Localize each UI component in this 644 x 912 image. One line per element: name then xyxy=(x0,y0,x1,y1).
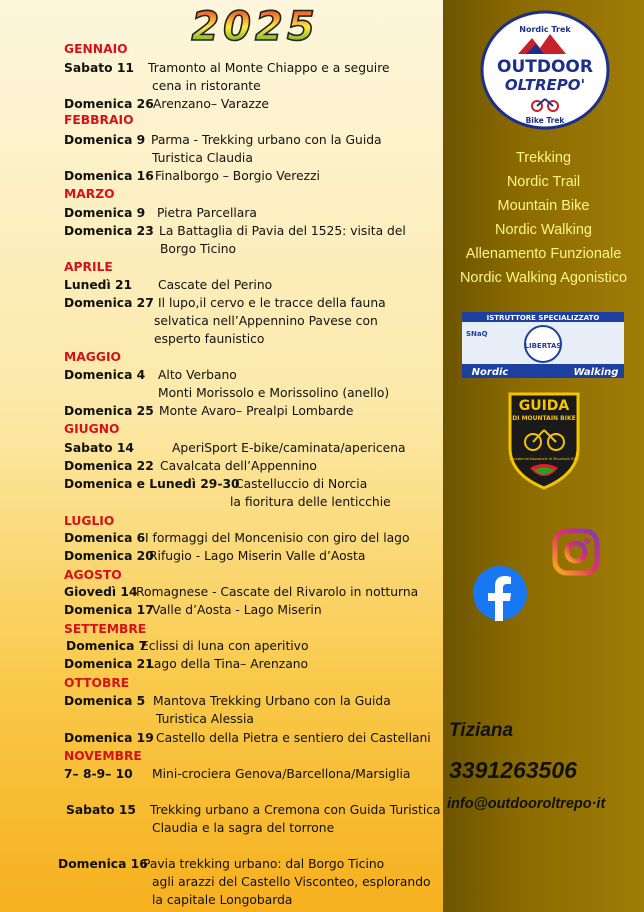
event-title: Castelluccio di Norcia xyxy=(235,477,368,491)
month-heading: MAGGIO xyxy=(64,350,121,364)
month-heading: GENNAIO xyxy=(64,42,128,56)
event-date: Domenica 21 xyxy=(64,657,154,671)
event-date: Domenica 16 xyxy=(58,857,148,871)
month-heading: SETTEMBRE xyxy=(64,622,147,636)
month-heading: FEBBRAIO xyxy=(64,113,134,127)
event-date: Sabato 11 xyxy=(64,61,134,75)
event-title: Monte Avaro– Prealpi Lombarde xyxy=(159,404,354,418)
event-title: Mantova Trekking Urbano con la Guida xyxy=(153,694,391,708)
activity-item: Trekking xyxy=(515,150,572,166)
month-heading: NOVEMBRE xyxy=(64,749,142,763)
event-title: AperiSport E-bike/caminata/apericena xyxy=(172,441,406,455)
event-date: Domenica 19 xyxy=(64,731,154,745)
svg-text:Bike Trek: Bike Trek xyxy=(525,116,565,125)
event-title: Mini-crociera Genova/Barcellona/Marsiglia xyxy=(152,767,411,781)
event-date: Sabato 14 xyxy=(64,441,134,455)
activity-item: Nordic Trail xyxy=(506,174,581,190)
event-title: la capitale Longobarda xyxy=(152,893,293,907)
svg-text:DI MOUNTAIN BIKE: DI MOUNTAIN BIKE xyxy=(512,415,576,422)
event-title: la fioritura delle lenticchie xyxy=(230,495,391,509)
event-date: Domenica 16 xyxy=(64,169,154,183)
month-heading: APRILE xyxy=(64,260,113,274)
event-title: Finalborgo – Borgio Verezzi xyxy=(155,169,320,183)
event-title: La Battaglia di Pavia del 1525: visita del xyxy=(159,224,406,238)
event-title: Lago della Tina– Arenzano xyxy=(147,657,309,671)
event-date: Sabato 15 xyxy=(66,803,136,817)
outdoor-oltrepo-logo xyxy=(480,10,610,130)
svg-text:OUTDOOR: OUTDOOR xyxy=(497,57,593,77)
event-title: Valle d’Aosta - Lago Miserin xyxy=(152,603,322,617)
activity-item: Allenamento Funzionale xyxy=(465,246,622,262)
month-heading: AGOSTO xyxy=(64,568,122,582)
event-date: Domenica 26 xyxy=(64,97,154,111)
event-title: Turistica Alessia xyxy=(156,712,254,726)
svg-text:ISTRUTTORE SPECIALIZZATO: ISTRUTTORE SPECIALIZZATO xyxy=(486,314,600,322)
svg-text:OLTREPO': OLTREPO' xyxy=(504,76,586,94)
instructor-badge xyxy=(462,312,624,378)
svg-text:SNaQ: SNaQ xyxy=(466,330,488,338)
event-title: Romagnese - Cascate del Rivarolo in notturna xyxy=(136,585,419,599)
activity-item: Nordic Walking xyxy=(495,222,592,238)
event-title: I formaggi del Moncenisio con giro del lago xyxy=(145,531,410,545)
event-date: Domenica 17 xyxy=(64,603,154,617)
instagram-icon[interactable] xyxy=(552,528,600,576)
event-date: Domenica 5 xyxy=(64,694,146,708)
event-date: Domenica e Lunedì 29-30 xyxy=(64,477,240,491)
svg-text:Nordic Trek: Nordic Trek xyxy=(519,25,571,34)
event-title: Parma - Trekking urbano con la Guida xyxy=(151,133,382,147)
event-title: Pietra Parcellara xyxy=(157,206,257,220)
month-heading: OTTOBRE xyxy=(64,676,130,690)
event-date: Domenica 23 xyxy=(64,224,154,238)
event-title: Pavia trekking urbano: dal Borgo Ticino xyxy=(143,857,385,871)
event-title: Cascate del Perino xyxy=(158,278,273,292)
event-title: esperto faunistico xyxy=(154,332,265,346)
event-date: Domenica 4 xyxy=(64,368,146,382)
event-title: Arenzano– Varazze xyxy=(153,97,269,111)
event-date: Domenica 7 xyxy=(66,639,148,653)
event-title: Cavalcata dell’Appennino xyxy=(160,459,317,473)
month-heading: LUGLIO xyxy=(64,514,115,528)
contact-phone[interactable]: 3391263506 xyxy=(449,757,577,783)
event-date: Lunedì 21 xyxy=(64,278,133,292)
month-heading: MARZO xyxy=(64,187,115,201)
event-title: cena in ristorante xyxy=(152,79,261,93)
month-heading: GIUGNO xyxy=(64,422,120,436)
event-title: Rifugio - Lago Miserin Valle d’Aosta xyxy=(149,549,366,563)
event-date: Domenica 9 xyxy=(64,206,146,220)
activity-item: Mountain Bike xyxy=(497,198,590,214)
event-title: Trekking urbano a Cremona con Guida Turistica xyxy=(150,803,441,817)
event-title: Alto Verbano xyxy=(158,368,237,382)
svg-text:Walking: Walking xyxy=(573,367,619,378)
svg-text:2025: 2025 xyxy=(191,6,319,46)
event-title: Tramonto al Monte Chiappo e a seguire xyxy=(148,61,390,75)
event-date: Domenica 22 xyxy=(64,459,154,473)
event-title: Castello della Pietra e sentiero dei Castellani xyxy=(156,731,431,745)
event-date: Domenica 27 xyxy=(64,296,154,310)
event-title: selvatica nell’Appennino Pavese con xyxy=(154,314,378,328)
contact-name: Tiziana xyxy=(449,720,514,741)
svg-text:LIBERTAS: LIBERTAS xyxy=(524,342,562,350)
event-date: Domenica 25 xyxy=(64,404,154,418)
event-date: 7– 8-9– 10 xyxy=(64,767,133,781)
event-title: Claudia e la sagra del torrone xyxy=(152,821,335,835)
event-date: Domenica 9 xyxy=(64,133,146,147)
event-title: Borgo Ticino xyxy=(160,242,237,256)
event-date: Domenica 20 xyxy=(64,549,154,563)
event-date: Giovedì 14 xyxy=(64,585,138,599)
event-date: Domenica 6 xyxy=(64,531,146,545)
contact-email[interactable]: info@outdooroltrepo·it xyxy=(447,796,606,812)
mtb-guide-badge xyxy=(506,390,582,490)
activity-item: Nordic Walking Agonistico xyxy=(459,270,628,286)
svg-text:GUIDA: GUIDA xyxy=(518,398,570,414)
facebook-icon[interactable] xyxy=(472,565,528,621)
event-title: agli arazzi del Castello Visconteo, esplorando xyxy=(152,875,431,889)
activities-list xyxy=(443,146,644,290)
svg-text:Nordic: Nordic xyxy=(471,367,509,378)
event-title: Turistica Claudia xyxy=(152,151,253,165)
svg-text:Accademia Nazionale di Mountai: Accademia Nazionale di Mountain Bike xyxy=(509,457,579,461)
event-title: Il lupo,il cervo e le tracce della fauna xyxy=(158,296,386,310)
event-title: Monti Morissolo e Morissolino (anello) xyxy=(158,386,390,400)
event-title: Eclissi di luna con aperitivo xyxy=(141,639,309,653)
